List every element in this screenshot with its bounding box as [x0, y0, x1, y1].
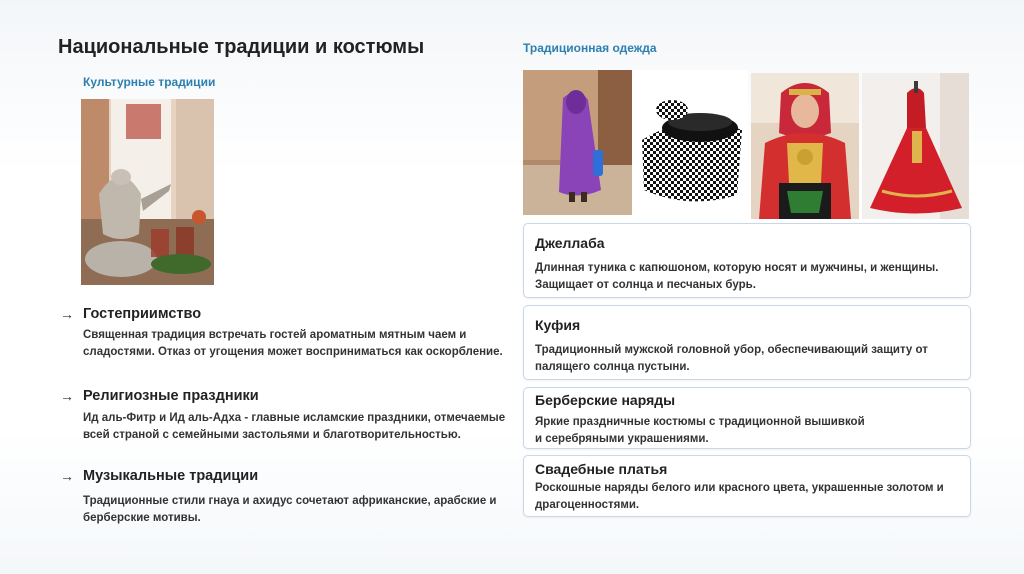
djellaba-photo: [523, 70, 632, 215]
berber-outfit-photo: [751, 73, 859, 219]
tradition-item: [60, 388, 510, 468]
tradition-text: Ид аль-Фитр и Ид аль-Адха - главные исламские праздники, отмечаемые всей страной с семейными застольями и благотворительностью.: [83, 412, 506, 441]
tradition-title: Музыкальные традиции: [83, 468, 259, 484]
arrow-right-icon: →: [60, 306, 74, 322]
card-text: Яркие праздничные костюмы с традиционной вышивкой и серебряными украшениями.: [535, 416, 865, 445]
card-text: Традиционный мужской головной убор, обеспечивающий защиту от палящего солнца пустыни.: [535, 344, 928, 373]
slide-title: Национальные традиции и костюмы: [58, 36, 425, 58]
culture-subtitle: Культурные традиции: [83, 75, 216, 89]
tradition-item: [60, 468, 510, 530]
clothing-card: [523, 223, 971, 298]
clothing-card: [523, 387, 971, 449]
clothing-subtitle: Традиционная одежда: [523, 41, 657, 55]
tradition-text: Священная традиция встречать гостей ароматным мятным чаем и сладостями. Отказ от угощения может восприниматься как оскорбление.: [83, 329, 503, 358]
tradition-text: Традиционные стили гнауа и ахидус сочетают африканские, арабские и берберские мотивы.: [83, 495, 497, 524]
tradition-item: [60, 306, 510, 386]
clothing-card: [523, 305, 971, 380]
tradition-title: Гостеприимство: [83, 306, 202, 322]
card-text: Роскошные наряды белого или красного цвета, украшенные золотом и драгоценностями.: [535, 482, 944, 511]
card-text: Длинная туника с капюшоном, которую носят и мужчины, и женщины. Защищает от солнца и песчаных бурь.: [535, 262, 939, 291]
card-title: Куфия: [535, 317, 581, 333]
tradition-title: Религиозные праздники: [83, 388, 259, 404]
wedding-dress-photo: [862, 73, 969, 219]
arrow-right-icon: →: [60, 388, 74, 404]
card-title: Берберские наряды: [535, 392, 676, 408]
arrow-right-icon: →: [60, 468, 74, 484]
clothing-card: [523, 455, 971, 517]
card-title: Свадебные платья: [535, 461, 668, 477]
keffiyeh-photo: [632, 70, 748, 215]
tea-photo: [81, 99, 214, 285]
card-title: Джеллаба: [535, 235, 605, 251]
